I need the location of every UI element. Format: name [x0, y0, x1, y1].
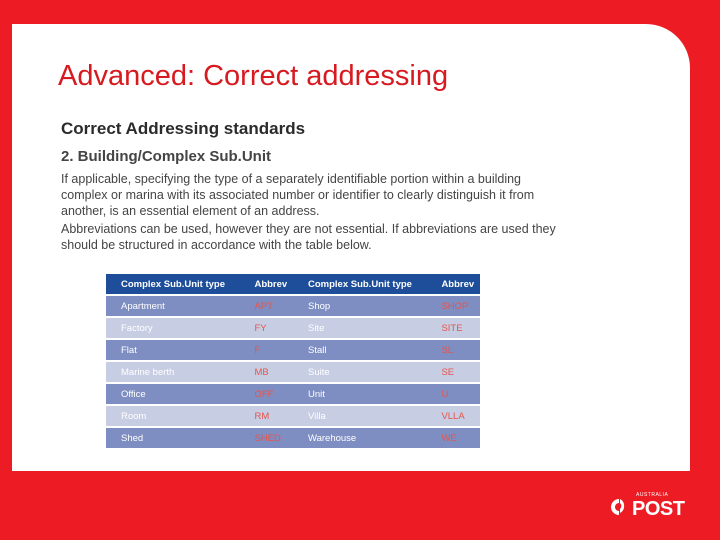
cell-type: Villa — [293, 405, 426, 427]
cell-type: Marine berth — [106, 361, 239, 383]
cell-type: Stall — [293, 339, 426, 361]
cell-abbrev: SHED — [239, 427, 293, 449]
table-row — [106, 317, 480, 339]
table-row — [106, 405, 480, 427]
header-abbrev-1: Abbrev — [239, 274, 293, 295]
section-heading: 2. Building/Complex Sub.Unit — [61, 148, 271, 165]
cell-abbrev: MB — [239, 361, 293, 383]
cell-abbrev: U — [426, 383, 480, 405]
table-header-row — [106, 274, 480, 295]
cell-type: Unit — [293, 383, 426, 405]
cell-type: Warehouse — [293, 427, 426, 449]
cell-abbrev: FY — [239, 317, 293, 339]
cell-abbrev: SL — [426, 339, 480, 361]
cell-type: Factory — [106, 317, 239, 339]
body-text — [61, 171, 561, 255]
slide-subtitle: Correct Addressing standards — [61, 119, 306, 138]
cell-abbrev: RM — [239, 405, 293, 427]
table-row — [106, 383, 480, 405]
header-type-1: Complex Sub.Unit type — [106, 274, 239, 295]
subunit-abbreviation-table — [106, 274, 480, 450]
header-type-2: Complex Sub.Unit type — [293, 274, 426, 295]
body-paragraph: Abbreviations can be used, however they are not essential. If abbreviations are used they should be structured in accordance with the table below. — [61, 222, 556, 252]
cell-abbrev: SHOP — [426, 295, 480, 317]
logo-brand-text: POST — [632, 498, 685, 520]
cell-type: Flat — [106, 339, 239, 361]
slide-title: Advanced: Correct addressing — [58, 60, 449, 92]
cell-abbrev: VLLA — [426, 405, 480, 427]
cell-type: Apartment — [106, 295, 239, 317]
cell-abbrev: OFF — [239, 383, 293, 405]
cell-type: Office — [106, 383, 239, 405]
table-row — [106, 361, 480, 383]
table-row — [106, 295, 480, 317]
cell-abbrev: WE — [426, 427, 480, 449]
cell-abbrev: SITE — [426, 317, 480, 339]
table-row — [106, 427, 480, 449]
cell-type: Room — [106, 405, 239, 427]
table-row — [106, 339, 480, 361]
cell-type: Suite — [293, 361, 426, 383]
cell-abbrev: F — [239, 339, 293, 361]
cell-abbrev: SE — [426, 361, 480, 383]
body-paragraph: If applicable, specifying the type of a separately identifiable portion within a building complex or marina with its associated number or identifier to clearly distinguish it from another, is an essential element of an address. — [61, 172, 535, 218]
slide-panel — [12, 24, 690, 471]
cell-type: Shop — [293, 295, 426, 317]
cell-type: Shed — [106, 427, 239, 449]
header-abbrev-2: Abbrev — [426, 274, 480, 295]
cell-abbrev: APT — [239, 295, 293, 317]
logo-small-text: AUSTRALIA — [636, 492, 669, 498]
cell-type: Site — [293, 317, 426, 339]
post-logo-icon — [610, 498, 628, 516]
